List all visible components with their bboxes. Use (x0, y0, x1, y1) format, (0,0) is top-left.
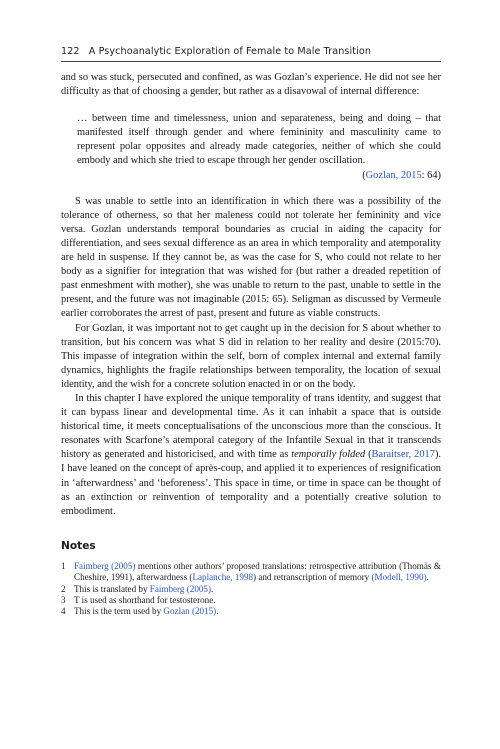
cite-close: : 64) (421, 169, 441, 181)
paragraph-4 (61, 392, 441, 519)
body-text (61, 71, 441, 617)
running-header (61, 46, 441, 57)
note-text: . (216, 606, 219, 617)
note-text: . (426, 572, 429, 583)
note-1 (61, 561, 441, 584)
page-number: 122 (61, 46, 80, 57)
header-rule (61, 61, 441, 62)
note-number: 2 (61, 583, 66, 594)
paragraph-2: S was unable to settle into an identification in which there was a possibility of the tolerance of otherness, so that her maleness could not tolerate her femininity and vice versa. Gozlan understands temporal boundaries as crucial in aiding the capacity for differentiation, and sees sexual difference as an area in which temporality and atemporality are held in suspense. If they cannot be, as was the case for S, who could not relate to her body as a signifier for integration that was wished for (but rather a dreaded repetition of past enmeshment with mother), she was unable to return to the past, unable to settle in the present, and the future was not imaginable (2015: 65). Seligman as discussed by Vermeule earlier corroborates the arrest of past, present and future as viable constructs. (61, 195, 441, 320)
cite-open: ( (362, 169, 366, 181)
running-title: A Psychoanalytic Exploration of Female to Male Transition (88, 46, 372, 57)
note-3 (61, 595, 441, 606)
p4-italic: temporally folded (291, 449, 366, 461)
paragraph-3: For Gozlan, it was important not to get caught up in the decision for S about whether to transition, but his concern was what S did in relation to her reality and desire (2015:70). This impasse of integration within the self, born of complex internal and external family dynamics, highlights the fragile relationships between temporality, the location of sexual identity, and the wish for a concrete solution enacted in or on the body. (61, 322, 441, 390)
notes-list (61, 561, 441, 617)
note-text: . (211, 583, 214, 594)
p4-text-b: ( (365, 449, 372, 461)
note-2 (61, 584, 441, 595)
note-link-faimberg[interactable]: Faimberg (2005) (74, 560, 136, 571)
block-quote (77, 112, 441, 182)
note-4 (61, 606, 441, 617)
note-link-gozlan[interactable]: Gozlan (2015) (163, 606, 217, 617)
note-link-faimberg[interactable]: Faimberg (2005) (149, 583, 211, 594)
quote-citation (77, 169, 441, 183)
citation-link-gozlan[interactable]: Gozlan, 2015 (365, 169, 422, 181)
paragraph-1: and so was stuck, persecuted and confined, as was Gozlan’s experience. He did not see her difficulty as that of choosing a gender, but rather as a disavowal of internal difference: (61, 72, 441, 98)
note-text: This is translated by (74, 583, 150, 594)
note-text: This is the term used by (74, 606, 164, 617)
quote-text: … between time and timelessness, union and separateness, being and doing – that manifested itself through gender and where femininity and masculinity came to represent polar opposites and already made categories, neither of which she could embody and which she tried to escape through her gender oscillation. (77, 113, 441, 167)
p4-text-a: In this chapter I have explored the unique temporality of trans identity, and suggest that it can bypass linear and developmental time. As it can inhabit a space that is outside historical time, it meets conceptualisations of the unconscious more than the conscious. It resonates with Scarfone’s atemporal category of the Infantile Sexual in that it transcends history as generated and historicised, and with time as (61, 392, 441, 461)
note-link-modell[interactable]: (Modell, 1990) (371, 572, 427, 583)
note-number: 1 (61, 560, 66, 571)
note-number: 4 (61, 606, 66, 617)
citation-link-baraitser[interactable]: Baraitser, 2017 (371, 449, 435, 461)
note-text: mentions other authors’ proposed translations: retrospective attribution (Thomäs & Cheshire, 1991), afterwardness ( (74, 560, 441, 583)
p4-text-c: ). I have leaned on the concept of après-coup, and applied it to experiences of resignification in ‘afterwardness’ and ‘beforeness’. This space in time, or time in space can be thought of as an extinction or reinvention of temporality and a potentially creative solution to embodiment. (61, 449, 441, 517)
note-link-laplanche[interactable]: Laplanche, 1998 (192, 572, 254, 583)
note-text: T is used as shorthand for testosterone. (74, 594, 216, 605)
notes-heading: Notes (61, 539, 96, 552)
note-text: ) and retranscription of memory (253, 572, 372, 583)
note-number: 3 (61, 594, 66, 605)
